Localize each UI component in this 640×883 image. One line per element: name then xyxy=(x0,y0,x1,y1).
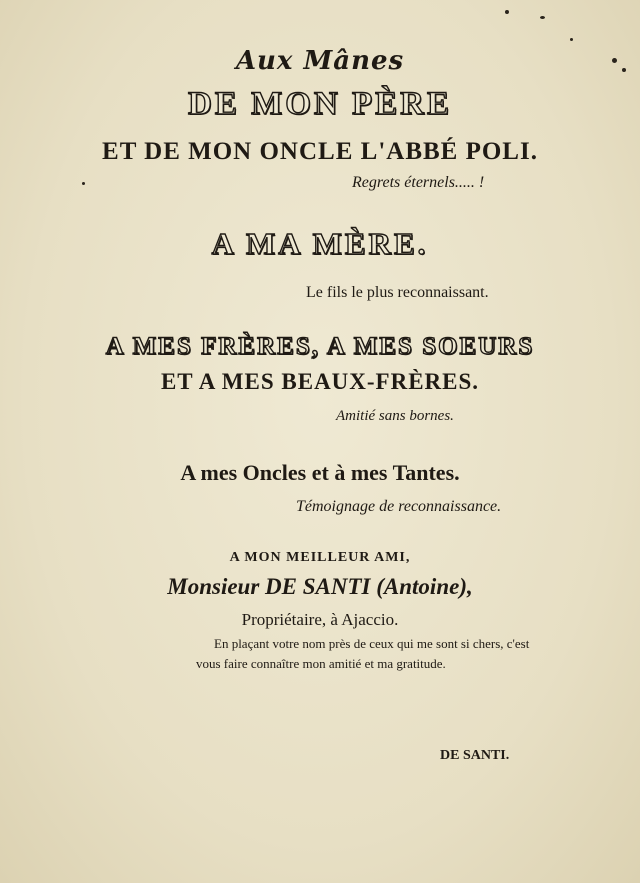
heading-freres-soeurs: A MES FRÈRES, A MES SOEURS xyxy=(105,333,535,360)
heading-meilleur-ami: A MON MEILLEUR AMI, xyxy=(229,550,411,565)
ink-speck xyxy=(570,38,573,41)
subtext-amitie: Amitié sans bornes. xyxy=(336,408,454,424)
heading-de-mon-pere: DE MON PÈRE xyxy=(188,86,452,122)
signature: DE SANTI. xyxy=(440,748,510,763)
ink-speck xyxy=(82,182,85,185)
heading-oncle-abbe-poli: ET DE MON ONCLE L'ABBÉ POLI. xyxy=(102,138,538,165)
subtext-temoignage: Témoignage de reconnaissance. xyxy=(296,498,502,515)
subtext-regrets: Regrets éternels..... ! xyxy=(352,174,485,191)
heading-oncles-tantes: A mes Oncles et à mes Tantes. xyxy=(180,460,460,485)
heading-a-ma-mere: A MA MÈRE. xyxy=(211,226,429,261)
paragraph-line-1: En plaçant votre nom près de ceux qui me sont si chers, c'est xyxy=(214,636,530,651)
paragraph-line-2: vous faire connaître mon amitié et ma gratitude. xyxy=(196,656,446,671)
heading-monsieur-de-santi: Monsieur DE SANTI (Antoine), xyxy=(167,574,473,599)
subtext-proprietaire: Propriétaire, à Ajaccio. xyxy=(241,610,399,629)
ink-speck xyxy=(612,58,617,63)
ink-speck xyxy=(505,10,509,14)
ink-speck xyxy=(540,16,545,19)
ink-speck xyxy=(622,68,626,72)
subtext-fils-reconnaissant: Le fils le plus reconnaissant. xyxy=(306,284,489,301)
heading-aux-manes: Aux Mânes xyxy=(235,46,405,76)
heading-beaux-freres: ET A MES BEAUX-FRÈRES. xyxy=(160,369,480,394)
